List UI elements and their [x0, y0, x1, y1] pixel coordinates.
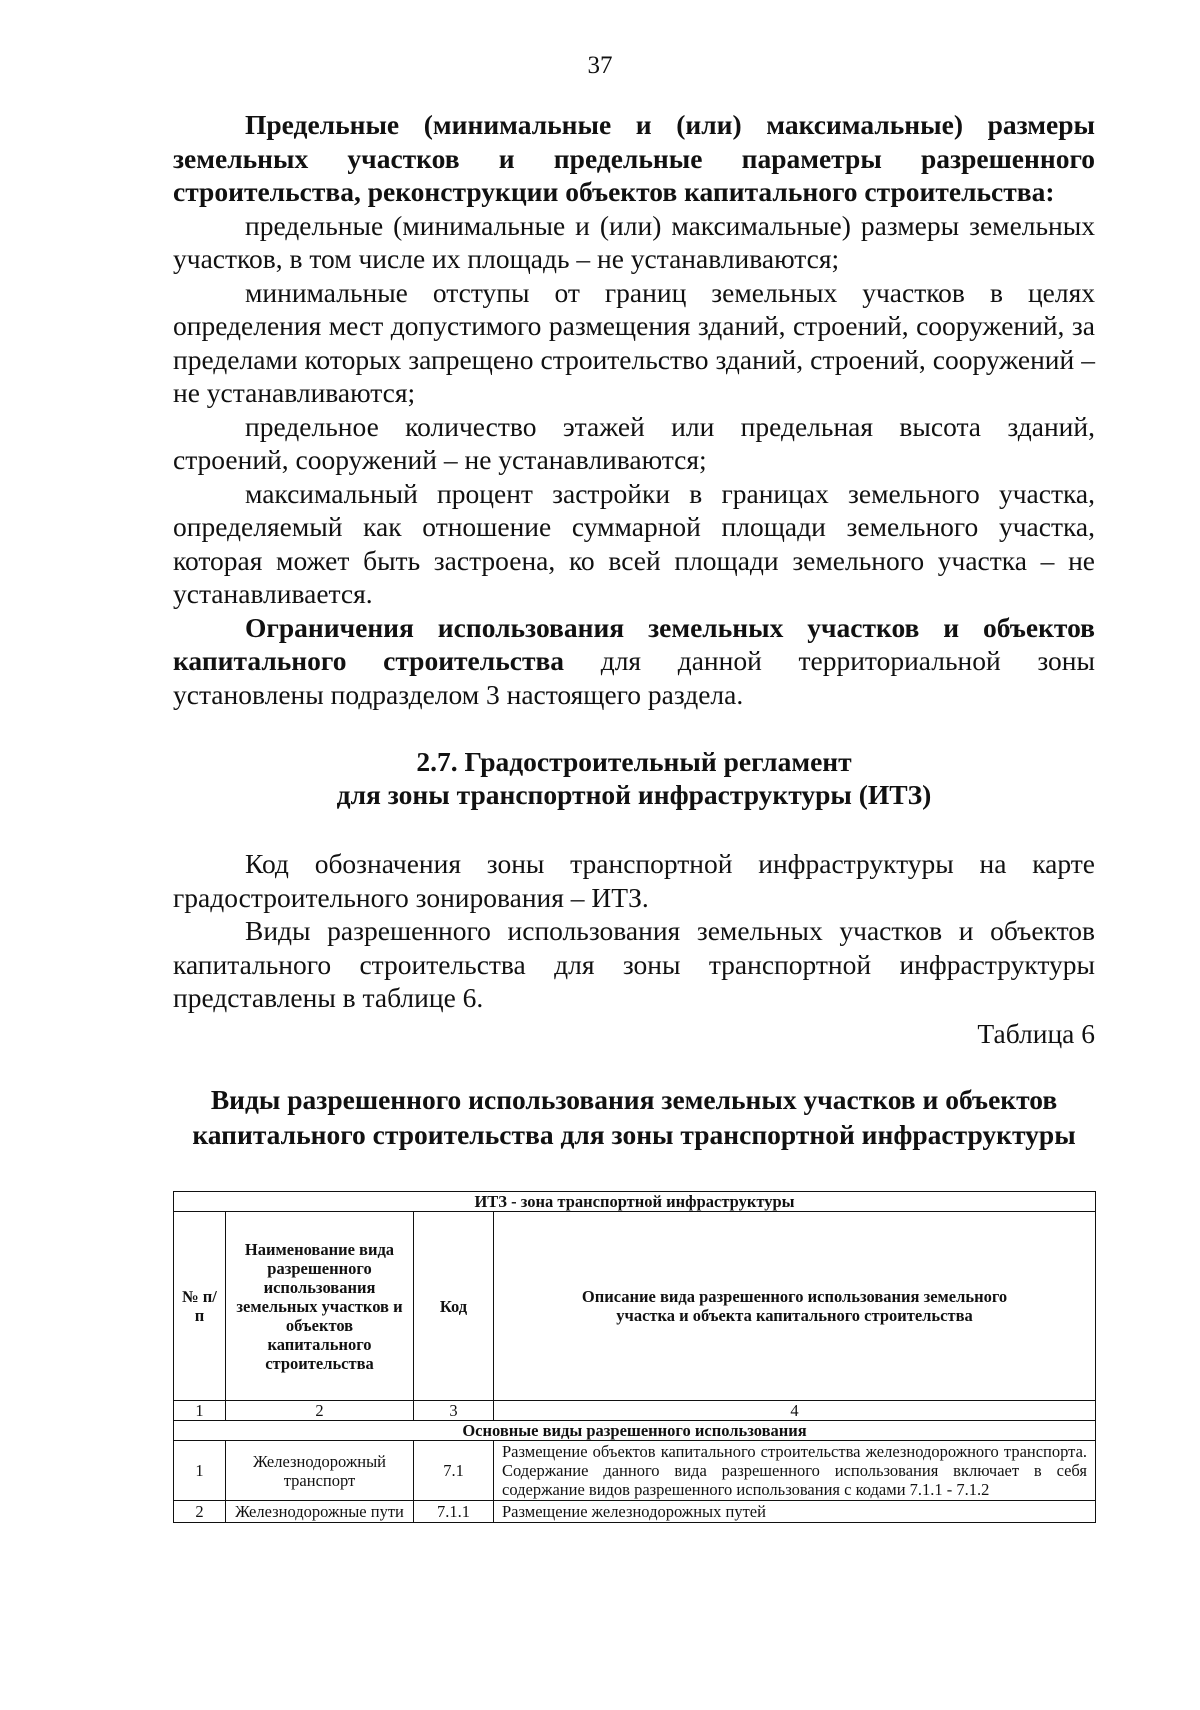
table-title-line-1: Виды разрешенного использования земельных участков и объектов [210, 1084, 1058, 1115]
table-zone-header: ИТЗ - зона транспортной инфраструктуры [174, 1192, 1096, 1212]
section-title [173, 745, 1095, 811]
table-row [174, 1441, 1096, 1501]
column-index-3: 3 [414, 1401, 494, 1421]
row-name: Железнодорожные пути [226, 1501, 414, 1523]
column-header-description: Описание вида разрешенного использования земельного участка и объекта капитального строительства [494, 1212, 1096, 1401]
restrictions-bold-text: Ограничения использования земельных участков и объектов капитального строительства [173, 611, 1095, 676]
column-index-2: 2 [226, 1401, 414, 1421]
column-index-1: 1 [174, 1401, 226, 1421]
table-title-line-2: капитального строительства для зоны транспортной инфраструктуры [192, 1119, 1076, 1150]
row-number: 2 [174, 1501, 226, 1523]
paragraph-restrictions [173, 611, 1095, 712]
document-body [173, 108, 1095, 1152]
table-row [174, 1501, 1096, 1523]
section-title-line-2: для зоны транспортной инфраструктуры (ИТЗ) [336, 779, 932, 810]
row-description: Размещение железнодорожных путей [494, 1501, 1096, 1523]
row-code: 7.1.1 [414, 1501, 494, 1523]
paragraph-floors: предельное количество этажей или предельная высота зданий, строений, сооружений – не устанавливаются; [173, 410, 1095, 475]
row-name: Железнодорожный транспорт [226, 1441, 414, 1501]
paragraph-usage-types: Виды разрешенного использования земельных участков и объектов капитального строительства для зоны транспортной инфраструктуры представлены в таблице 6. [173, 915, 1095, 1013]
table-title [173, 1082, 1095, 1152]
paragraph-plot-sizes: предельные (минимальные и (или) максимальные) размеры земельных участков, в том числе их площадь – не устанавливаются; [173, 209, 1095, 274]
paragraph-coverage: максимальный процент застройки в границах земельного участка, определяемый как отношение суммарной площади земельного участка, которая может быть застроена, ко всей площади земельного участка – не устанавливается. [173, 477, 1095, 609]
restrictions-rest-text: для данной территориальной зоны установлены подразделом 3 настоящего раздела. [173, 645, 1095, 710]
usage-table [173, 1191, 1096, 1523]
column-header-number: № п/п [174, 1212, 226, 1401]
paragraph-zone-code: Код обозначения зоны транспортной инфраструктуры на карте градостроительного зонирования – ИТЗ. [173, 848, 1095, 913]
column-header-name: Наименование вида разрешенного использования земельных участков и объектов капитального строительства [226, 1212, 414, 1401]
page-number: 37 [587, 52, 613, 79]
row-description: Размещение объектов капитального строительства железнодорожного транспорта. Содержание данного вида разрешенного использования включает в себя содержание видов разрешенного использования с кодами 7.1.1 - 7.1.2 [494, 1441, 1096, 1501]
paragraph-setbacks: минимальные отступы от границ земельных участков в целях определения мест допустимого размещения зданий, строений, сооружений, за пределами которых запрещено строительство зданий, строений, сооружений – не устанавливаются; [173, 276, 1095, 408]
table-label: Таблица 6 [977, 1017, 1095, 1049]
column-index-4: 4 [494, 1401, 1096, 1421]
section-main-uses: Основные виды разрешенного использования [174, 1421, 1096, 1441]
row-code: 7.1 [414, 1441, 494, 1501]
limits-heading-paragraph: Предельные (минимальные и (или) максимальные) размеры земельных участков и предельные параметры разрешенного строительства, реконструкции объектов капитального строительства: [173, 109, 1095, 207]
section-title-line-1: 2.7. Градостроительный регламент [416, 746, 852, 777]
column-header-code: Код [414, 1212, 494, 1401]
row-number: 1 [174, 1441, 226, 1501]
